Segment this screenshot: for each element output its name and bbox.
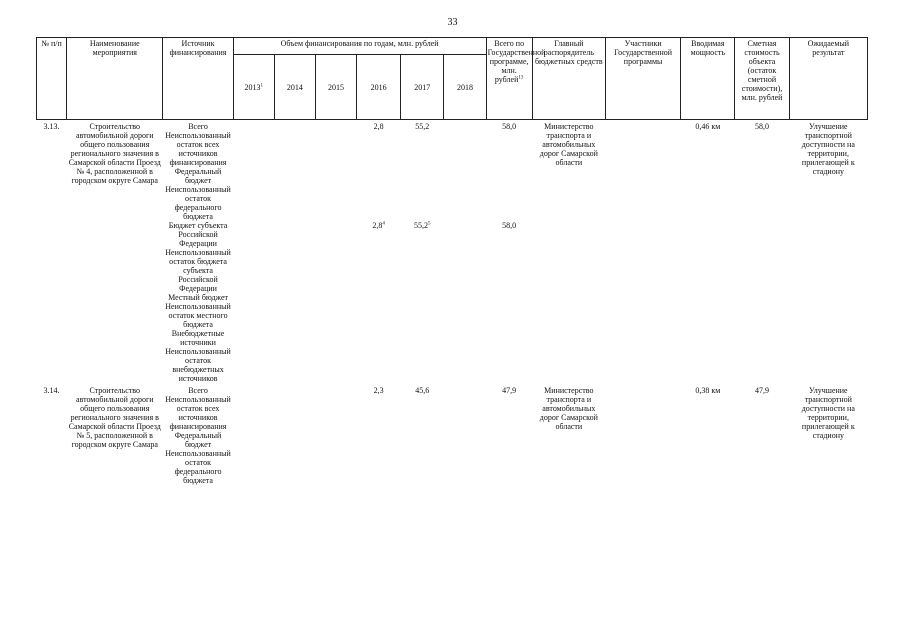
- col-capacity-header: Вводимая мощность: [681, 38, 735, 120]
- row-source-block: Всего Неиспользованный остаток всех источников финансирования Федеральный бюджет Неиспользованный остаток федерального бюджета: [165, 386, 231, 485]
- year-2014-header: 2014: [274, 55, 315, 120]
- year-2017-header: 2017: [401, 55, 444, 120]
- col-num-header: № п/п: [37, 38, 67, 120]
- value-2017: 45,6: [415, 386, 430, 395]
- year-2016-header: 2016: [357, 55, 401, 120]
- row-admin: Министерство транспорта и автомобильных дорог Самарской области: [539, 386, 598, 431]
- row-admin: Министерство транспорта и автомобильных дорог Самарской области: [539, 122, 598, 167]
- row-result: Улучшение транспортной доступности на территории, прилегающей к стадиону: [801, 122, 855, 176]
- value-2016: $2,8^4$: [372, 221, 385, 230]
- year-2015-header: 2015: [315, 55, 356, 120]
- value-2017: 55,2: [415, 122, 430, 131]
- value-2016: 2,8: [373, 122, 384, 131]
- row-capacity: 0,38 км: [695, 386, 721, 395]
- col-name-header: Наименование мероприятия: [67, 38, 163, 120]
- value-2017: 55,2$^5$: [414, 221, 431, 230]
- table-row: [37, 383, 868, 485]
- col-total-header: Всего по Государственной программе, млн. рублей$^{13}$: [486, 38, 532, 120]
- row-name: Строительство автомобильной дороги общего пользования регионального значения в Самарской области Проезд № 5, расположенной в городском округе Самара: [68, 386, 161, 449]
- value-total: 47,9: [502, 386, 517, 395]
- col-result-header: Ожидаемый результат: [789, 38, 867, 120]
- table-subrow: [37, 221, 868, 383]
- row-name: Строительство автомобильной дороги общего пользования регионального значения в Самарской области Проезд № 4, расположенной в городском округе Самара: [68, 122, 161, 185]
- value-2016: 2,3: [373, 386, 384, 395]
- page-number: 33: [447, 17, 458, 28]
- col-admin-header: Главный распорядитель бюджетных средств: [532, 38, 605, 120]
- row-result: Улучшение транспортной доступности на территории, прилегающей к стадиону: [801, 386, 855, 440]
- value-total: 58,0: [502, 221, 517, 230]
- col-volume-header: Объем финансирования по годам, млн. рублей: [233, 38, 486, 55]
- col-source-header: Источник финансирования: [163, 38, 233, 120]
- col-estimated-header: Сметная стоимость объекта (остаток сметной стоимости), млн. рублей: [735, 38, 789, 120]
- row-capacity: 0,46 км: [695, 122, 721, 131]
- col-participants-header: Участники Государственной программы: [605, 38, 680, 120]
- row-estimated: 58,0: [755, 122, 770, 131]
- row-number: 3.13.: [43, 122, 60, 131]
- row-number: 3.14.: [43, 386, 60, 395]
- row-source-block: Всего Неиспользованный остаток всех источников финансирования Федеральный бюджет Неиспользованный остаток федерального бюджета: [165, 122, 231, 221]
- year-2013-header: 2013$^1$: [233, 55, 274, 120]
- value-total: 58,0: [502, 122, 517, 131]
- table-row: [37, 120, 868, 222]
- year-2018-header: 2018: [444, 55, 486, 120]
- financing-table: [36, 37, 868, 485]
- row-source-block: Бюджет субъекта Российской Федерации Неиспользованный остаток бюджета субъекта Российской Федерации Местный бюджет Неиспользованный остаток местного бюджета Внебюджетные источники Неиспользованный остаток внебюджетных источников: [165, 221, 231, 383]
- row-estimated: 47,9: [755, 386, 770, 395]
